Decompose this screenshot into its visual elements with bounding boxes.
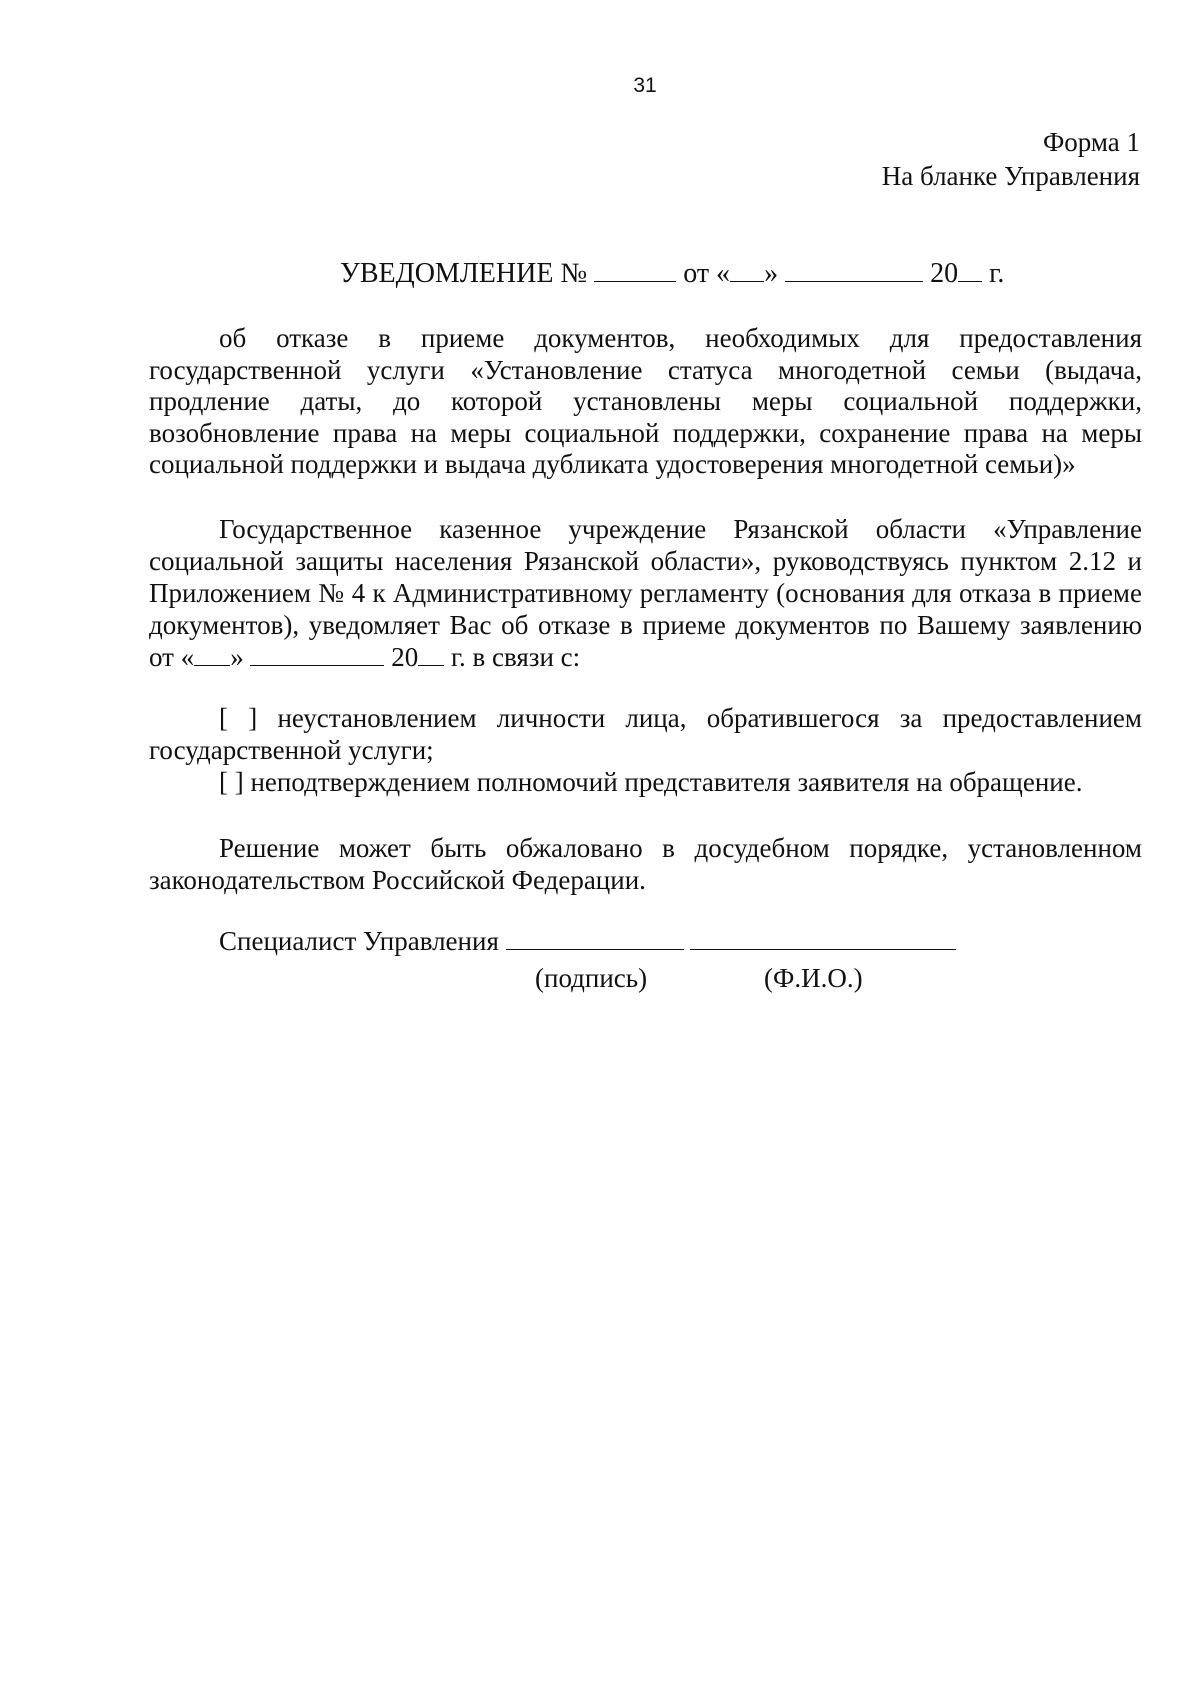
application-month-blank[interactable]	[250, 643, 384, 666]
signature-blank[interactable]	[506, 927, 684, 950]
signature-row	[219, 925, 956, 957]
reason-item	[149, 703, 1142, 766]
title-close-quote: »	[764, 258, 779, 289]
appeal-text: Решение может быть обжаловано в досудебном порядке, установленном законодательством Российской Федерации.	[149, 833, 1142, 895]
reason-checkbox[interactable]: [ ]	[219, 703, 258, 733]
subject-paragraph	[149, 323, 1142, 481]
form-label: Форма 1	[1042, 127, 1140, 157]
name-caption: (Ф.И.О.)	[764, 963, 863, 993]
reason-text: неустановлением личности лица, обратившегося за предоставлением государственной услуги;	[149, 703, 1143, 765]
body-year-prefix: 20	[391, 642, 419, 672]
day-blank[interactable]	[730, 259, 764, 282]
year-blank[interactable]	[958, 259, 982, 282]
application-day-blank[interactable]	[194, 643, 230, 666]
reason-item	[219, 767, 1142, 799]
title-year-prefix: 20	[930, 258, 959, 289]
form-note: На бланке Управления	[881, 161, 1140, 191]
body-tail: г. в связи с:	[450, 642, 581, 672]
appeal-paragraph	[149, 833, 1142, 896]
name-blank[interactable]	[690, 927, 956, 950]
number-blank[interactable]	[594, 259, 676, 282]
signature-label: Специалист Управления	[219, 926, 499, 956]
month-blank[interactable]	[785, 259, 923, 282]
document-title	[340, 257, 1004, 291]
title-from: от «	[683, 258, 731, 289]
signature-caption: (подпись)	[535, 963, 648, 993]
body-text: Государственное казенное учреждение Рязанской области «Управление социальной защиты населения Рязанской области», руководствуясь пунктом 2.12 и Приложением № 4 к Административному регламенту (основания для отказа в приеме документов), уведомляет Вас об отказе в приеме документов по Вашему заявлению от «	[149, 514, 1142, 672]
body-close-quote: »	[230, 642, 244, 672]
title-prefix: УВЕДОМЛЕНИЕ №	[340, 258, 588, 289]
page-number: 31	[633, 74, 657, 97]
reason-text: неподтверждением полномочий представителя заявителя на обращение.	[250, 767, 1083, 797]
body-paragraph	[149, 513, 1142, 673]
title-year-suffix: г.	[989, 258, 1005, 289]
reason-checkbox[interactable]: [ ]	[219, 767, 244, 797]
subject-text: об отказе в приеме документов, необходимых для предоставления государственной услуги «Установление статуса многодетной семьи (выдача, продление даты, до которой установлены меры социальной поддержки, возобновление права на меры социальной поддержки, сохранение права на меры социальной поддержки и выдача дубликата удостоверения многодетной семьи)»	[149, 323, 1142, 479]
application-year-blank[interactable]	[418, 643, 444, 666]
